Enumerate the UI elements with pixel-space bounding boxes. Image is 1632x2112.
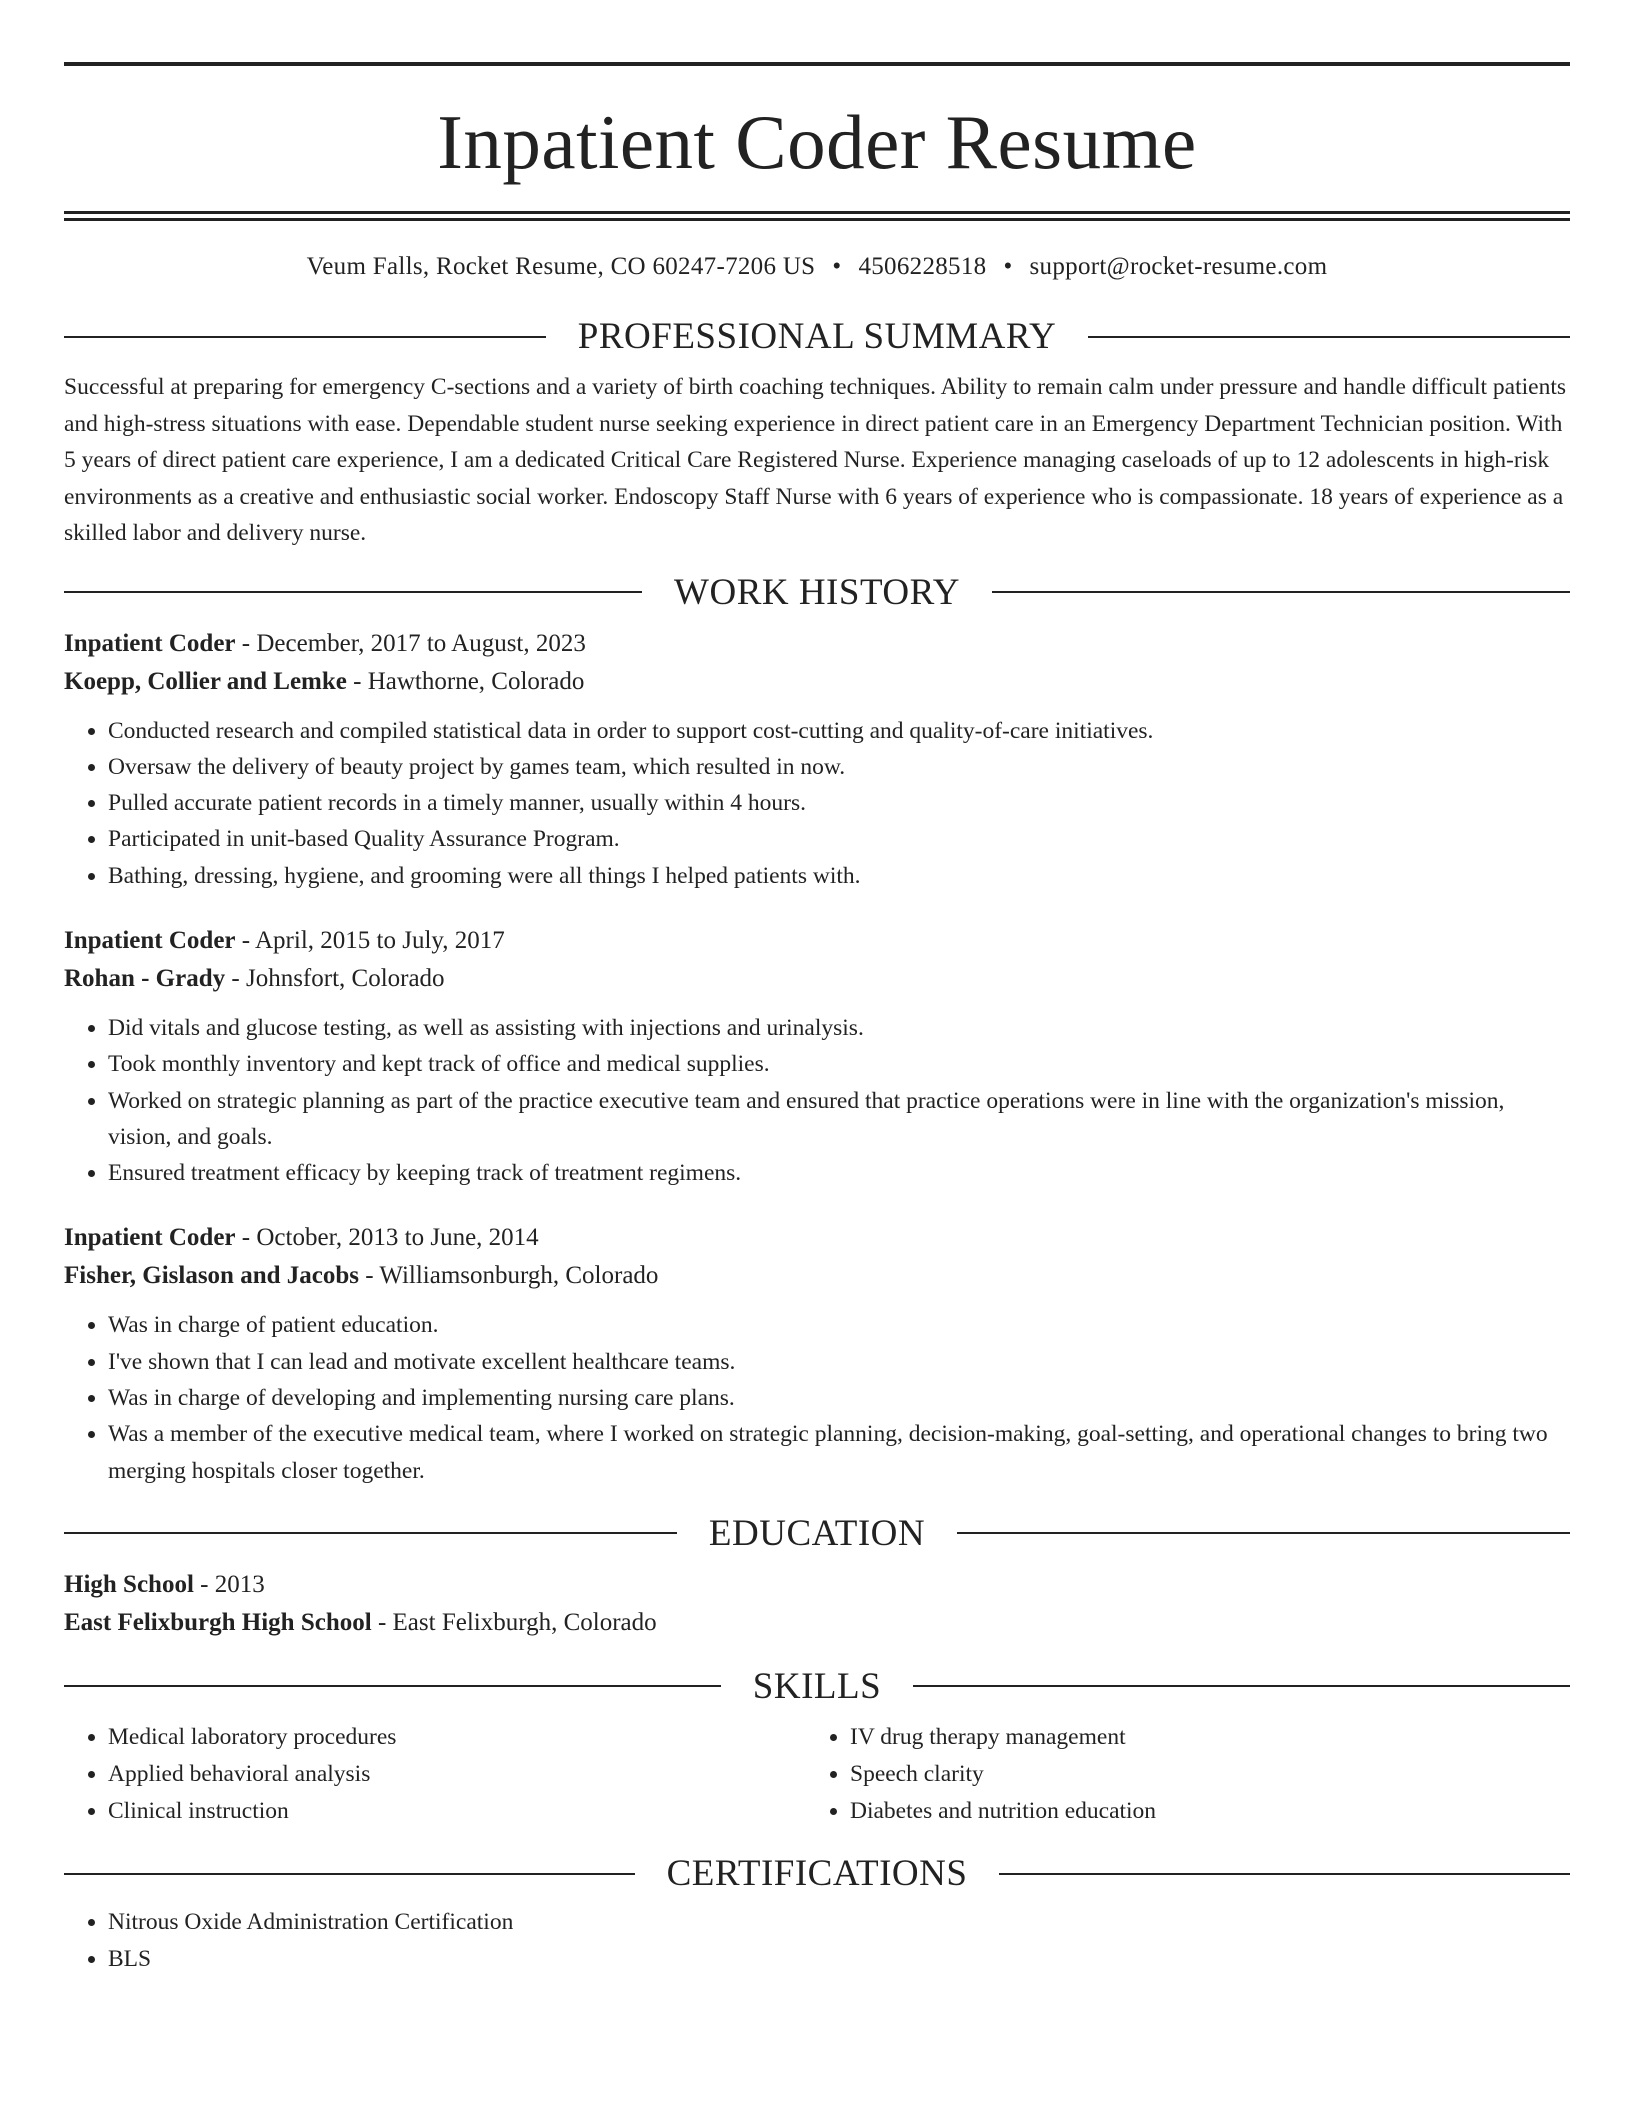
job-title-line [64, 922, 1570, 960]
certification-item: • Nitrous Oxide Administration Certification [108, 1904, 1570, 1940]
job-company: Koepp, Collier and Lemke [64, 667, 347, 695]
contact-email[interactable]: support@rocket-resume.com [1029, 253, 1328, 280]
section-title: SKILLS [752, 1665, 882, 1707]
education-degree: High School [64, 1570, 194, 1598]
job-bullet: • I've shown that I can lead and motivate excellent healthcare teams. [108, 1344, 1570, 1380]
heading-rule-right [999, 1873, 1570, 1875]
job-bullet: • Participated in unit-based Quality Assurance Program. [108, 821, 1570, 857]
job-title-line [64, 1219, 1570, 1257]
job-title: Inpatient Coder [64, 926, 236, 954]
job-bullet: • Did vitals and glucose testing, as well as assisting with injections and urinalysis. [108, 1010, 1570, 1046]
contact-line [64, 253, 1570, 281]
heading-rule-right [913, 1685, 1570, 1687]
job-bullet: • Bathing, dressing, hygiene, and grooming were all things I helped patients with. [108, 858, 1570, 894]
job-bullets [64, 1307, 1570, 1488]
job-bullet: • Was in charge of patient education. [108, 1307, 1570, 1343]
top-rule [64, 62, 1570, 66]
skill-item: • Applied behavioral analysis [108, 1756, 806, 1793]
education-degree-line [64, 1566, 1570, 1604]
job-entry [64, 1219, 1570, 1488]
heading-rule-left [64, 1873, 635, 1875]
job-bullet: • Worked on strategic planning as part of the practice executive team and ensured that practice operations were in line with the organization's mission, vision, and goals. [108, 1083, 1570, 1156]
certifications-list [64, 1904, 1570, 1977]
job-dates: - April, 2015 to July, 2017 [235, 926, 505, 954]
resume-page [64, 0, 1570, 1977]
section-heading-work [64, 571, 1570, 613]
heading-rule-left [64, 1685, 721, 1687]
heading-rule-right [992, 591, 1570, 593]
skills-list-right [806, 1719, 1548, 1829]
job-bullet: • Oversaw the delivery of beauty project by games team, which resulted in now. [108, 749, 1570, 785]
section-heading-education [64, 1512, 1570, 1554]
job-bullet: • Was a member of the executive medical team, where I worked on strategic planning, decision-making, goal-setting, and operational changes to bring two merging hospitals closer together. [108, 1416, 1570, 1489]
resume-title: Inpatient Coder Resume [437, 99, 1197, 185]
education-location: - East Felixburgh, Colorado [371, 1608, 657, 1636]
job-bullets [64, 713, 1570, 894]
skill-item: • Diabetes and nutrition education [850, 1793, 1548, 1830]
skill-item: • Speech clarity [850, 1756, 1548, 1793]
section-heading-summary [64, 318, 1570, 355]
job-location: - Hawthorne, Colorado [346, 667, 585, 695]
section-heading-certifications [64, 1853, 1570, 1895]
job-entry [64, 625, 1570, 894]
certification-item: • BLS [108, 1941, 1570, 1977]
job-bullet: • Pulled accurate patient records in a timely manner, usually within 4 hours. [108, 785, 1570, 821]
job-location: - Johnsfort, Colorado [225, 964, 445, 992]
heading-rule-right [957, 1532, 1570, 1534]
skills-columns [64, 1719, 1570, 1829]
heading-rule-right [1088, 336, 1570, 338]
heading-rule-left [64, 336, 546, 338]
job-title: Inpatient Coder [64, 1224, 236, 1252]
job-bullet: • Ensured treatment efficacy by keeping track of treatment regimens. [108, 1155, 1570, 1191]
section-title: WORK HISTORY [674, 571, 960, 613]
job-bullet: • Was in charge of developing and implementing nursing care plans. [108, 1380, 1570, 1416]
job-company: Rohan - Grady [64, 964, 226, 992]
heading-rule-left [64, 591, 642, 593]
contact-phone: 4506228518 [858, 253, 987, 280]
heading-rule-left [64, 1532, 677, 1534]
skill-item: • Medical laboratory procedures [108, 1719, 806, 1756]
title-double-rule [64, 211, 1570, 221]
education-entry [64, 1566, 1570, 1642]
skill-item: • IV drug therapy management [850, 1719, 1548, 1756]
skills-list-left [64, 1719, 806, 1829]
skill-item: • Clinical instruction [108, 1793, 806, 1830]
education-year: - 2013 [193, 1570, 265, 1598]
job-dates: - December, 2017 to August, 2023 [235, 629, 586, 657]
contact-address: Veum Falls, Rocket Resume, CO 60247-7206 US [306, 253, 816, 280]
education-school: East Felixburgh High School [64, 1608, 372, 1636]
contact-separator: • [1003, 253, 1013, 280]
section-heading-skills [64, 1665, 1570, 1707]
job-company: Fisher, Gislason and Jacobs [64, 1262, 359, 1290]
job-bullet: • Took monthly inventory and kept track of office and medical supplies. [108, 1046, 1570, 1082]
job-entry [64, 922, 1570, 1191]
section-title: PROFESSIONAL SUMMARY [577, 316, 1057, 357]
job-company-line [64, 1257, 1570, 1295]
education-school-line [64, 1604, 1570, 1642]
job-bullets [64, 1010, 1570, 1191]
job-company-line [64, 960, 1570, 998]
job-dates: - October, 2013 to June, 2014 [235, 1224, 539, 1252]
contact-separator: • [832, 253, 842, 280]
summary-text: Successful at preparing for emergency C-sections and a variety of birth coaching techniques. Ability to remain calm under pressure and handle difficult patients and high-stress situations with ease. Dependable student nurse seeking experience in direct patient care in an Emergency Department Technician position. With 5 years of direct patient care experience, I am a dedicated Critical Care Registered Nurse. Experience managing caseloads of up to 12 adolescents in high-risk environments as a creative and enthusiastic social worker. Endoscopy Staff Nurse with 6 years of experience who is compassionate. 18 years of experience as a skilled labor and delivery nurse. [64, 374, 1567, 546]
job-title: Inpatient Coder [64, 629, 236, 657]
section-title: CERTIFICATIONS [666, 1853, 968, 1895]
job-bullet: • Conducted research and compiled statistical data in order to support cost-cutting and quality-of-care initiatives. [108, 713, 1570, 749]
section-title: EDUCATION [708, 1512, 926, 1554]
job-location: - Williamsonburgh, Colorado [358, 1262, 659, 1290]
job-title-line [64, 625, 1570, 663]
job-company-line [64, 663, 1570, 701]
